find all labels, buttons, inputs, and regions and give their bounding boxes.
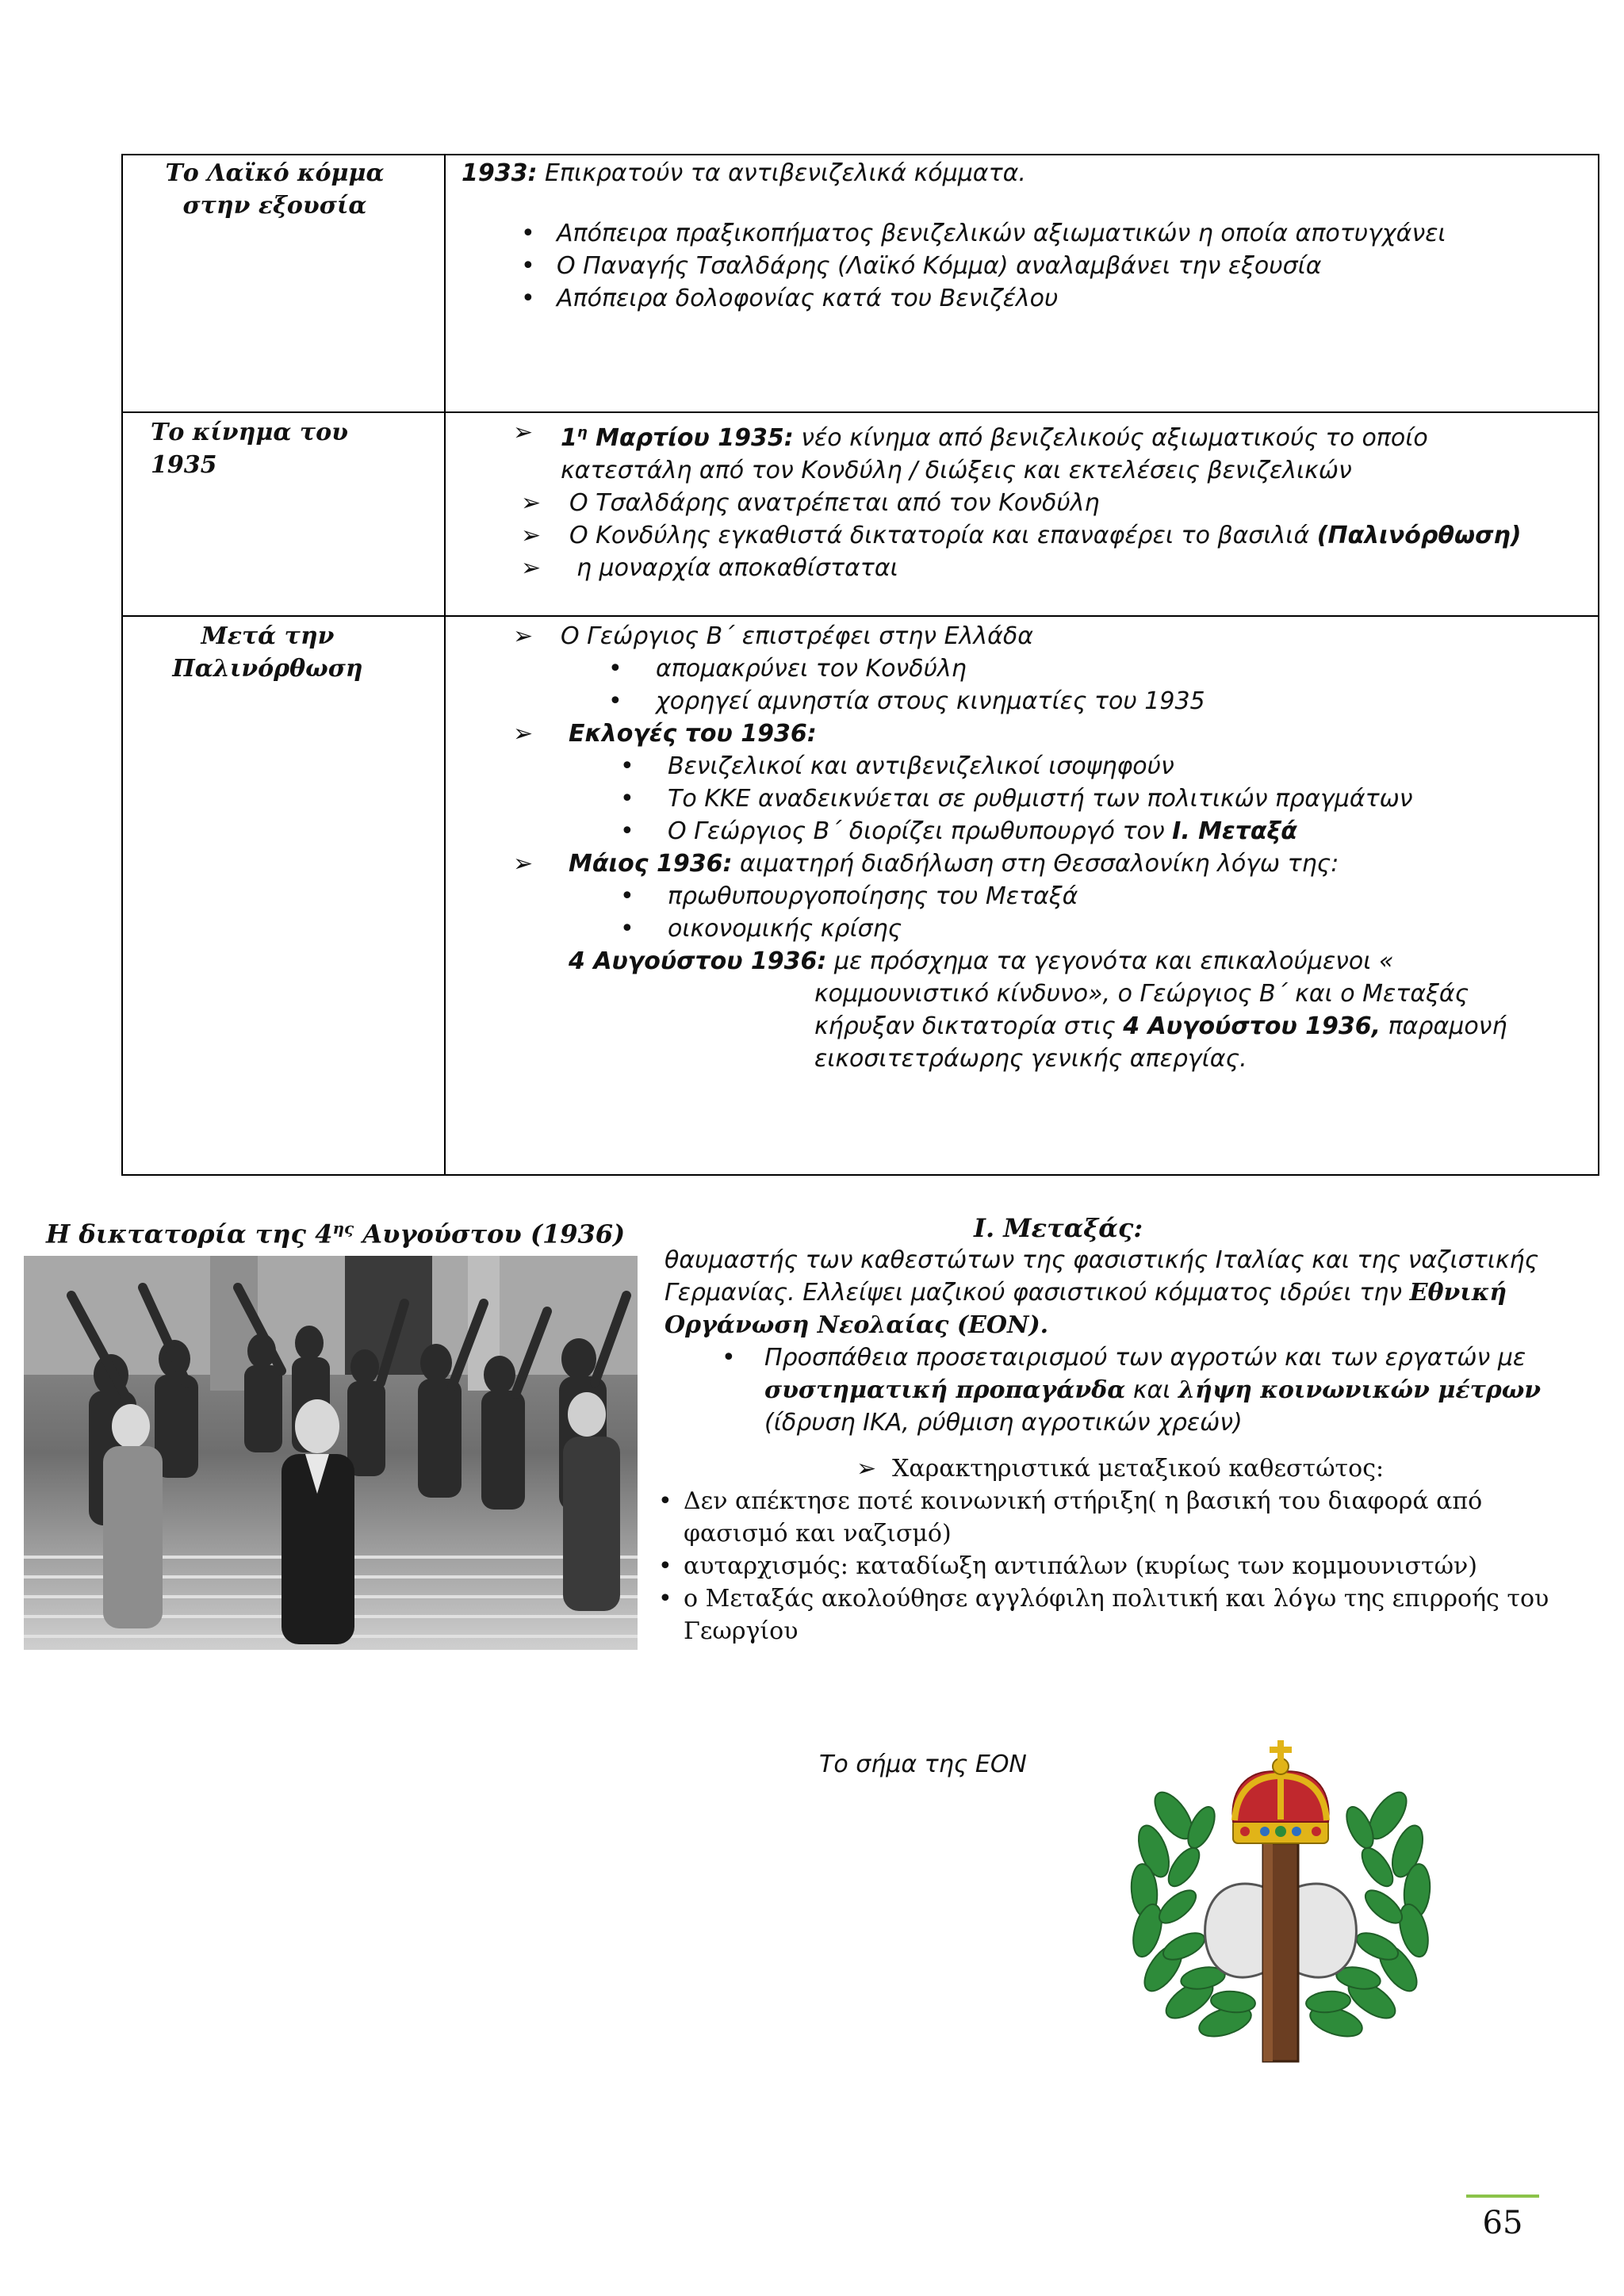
bullet-icon: •: [608, 687, 622, 715]
august-text: παραμονή: [1381, 1012, 1507, 1040]
features-list: [658, 1485, 1602, 1647]
title-text: Αυγούστου (1936): [354, 1219, 626, 1249]
feature-text: Γεωργίου: [684, 1617, 799, 1645]
may-heading: Μάιος 1936:: [569, 850, 733, 878]
bullet-text: Ο Γεώργιος Β΄ διορίζει πρωθυπουργό τον: [668, 817, 1173, 845]
bullet-text: χορηγεί αμνηστία στους κινηματίες του 1935: [656, 687, 1205, 715]
arrow-item: [446, 718, 1598, 750]
bullet-icon: •: [722, 1344, 736, 1372]
bullet-item: [446, 913, 1598, 945]
elections-heading: Εκλογές του 1936:: [569, 720, 817, 748]
bullet-item: [462, 282, 1598, 315]
bullet-icon: •: [608, 655, 622, 683]
row-label-line: Παλινόρθωση: [172, 655, 363, 683]
bullet-icon: •: [620, 752, 634, 780]
text-span: Γερμανίας. Ελλείψει μαζικού φασιστικού κόμματος ιδρύει την: [665, 1279, 1410, 1307]
feature-text: Δεν απέκτησε ποτέ κοινωνική στήριξη( η βασική του διαφορά από: [684, 1487, 1483, 1515]
bullet-text: Προσπάθεια προσεταιρισμού των αγροτών και των εργατών με: [764, 1344, 1526, 1372]
bullet-icon: •: [658, 1585, 672, 1613]
bullet-item: [446, 880, 1598, 913]
eon-emblem-icon: [1114, 1697, 1447, 2077]
arrow-bullet-icon: ➢: [513, 720, 534, 748]
arrow-item: [446, 487, 1598, 519]
bullet-continuation: (ίδρυση ΙΚΑ, ρύθμιση αγροτικών χρεών): [764, 1409, 1243, 1437]
feature-item: [658, 1582, 1602, 1647]
dictatorship-title: [46, 1211, 625, 1251]
intro-text: Επικρατούν τα αντιβενιζελικά κόμματα.: [537, 159, 1026, 187]
arrow-item-text: Ο Τσαλδάρης ανατρέπεται από τον Κονδύλη: [569, 489, 1100, 517]
row-label-cell: [122, 155, 445, 412]
bullet-text: Απόπειρα δολοφονίας κατά του Βενιζέλου: [557, 285, 1059, 312]
arrow-item-text: Ο Κονδύλης εγκαθιστά δικτατορία και επαναφέρει το βασιλιά: [569, 522, 1317, 549]
bullet-text: απομακρύνει τον Κονδύλη: [656, 655, 967, 683]
title-superscript: ης: [332, 1219, 354, 1238]
history-table: [121, 154, 1599, 1176]
august-continuation: [446, 1010, 1598, 1043]
arrow-item: [446, 848, 1598, 880]
bullet-text: και: [1125, 1376, 1178, 1404]
arrow-bullet-icon: ➢: [521, 554, 542, 582]
bullet-text: Βενιζελικοί και αντιβενιζελικοί ισοψηφούν: [668, 752, 1174, 780]
bullet-item: [462, 217, 1598, 250]
eon-caption: Το σήμα της ΕΟΝ: [819, 1751, 1027, 1778]
historical-photo: [24, 1256, 638, 1650]
arrow-item-text: Ο Γεώργιος Β΄ επιστρέφει στην Ελλάδα: [561, 622, 1033, 650]
arrow-bullet-icon: ➢: [521, 489, 542, 517]
table-row: [122, 616, 1599, 1175]
row-label-cell: [122, 412, 445, 616]
row-label-line: Το Λαϊκό κόμμα: [165, 159, 385, 187]
arrow-item-text: η μοναρχία αποκαθίσταται: [576, 554, 898, 582]
table-row: [122, 412, 1599, 616]
title-text: Η δικτατορία της 4: [46, 1219, 333, 1249]
bullet-icon: •: [620, 882, 634, 910]
year-label: 1933:: [462, 159, 538, 187]
bullet-text: Το ΚΚΕ αναδεικνύεται σε ρυθμιστή των πολιτικών πραγμάτων: [668, 785, 1413, 813]
row-label-line: Το κίνημα του: [151, 419, 348, 446]
social-measures-term: λήψη κοινωνικών μέτρων: [1178, 1376, 1542, 1404]
arrow-bullet-icon: ➢: [513, 622, 534, 650]
propaganda-term: συστηματική προπαγάνδα: [764, 1376, 1126, 1404]
august-text: κήρυξαν δικτατορία στις: [814, 1012, 1124, 1040]
feature-text: ο Μεταξάς ακολούθησε αγγλόφιλη πολιτική και λόγω της επιρροής του: [684, 1585, 1549, 1613]
bullet-item: [446, 815, 1598, 848]
arrow-bullet-icon: ➢: [856, 1455, 877, 1483]
bullet-item: [462, 250, 1598, 282]
august-line: [446, 945, 1598, 978]
bullet-icon: •: [521, 252, 535, 280]
bullet-continuation: [665, 1374, 1600, 1406]
eon-full-name: Οργάνωση Νεολαίας (ΕΟΝ).: [665, 1311, 1049, 1339]
bullet-text: Ο Παναγής Τσαλδάρης (Λαϊκό Κόμμα) αναλαμβάνει την εξουσία: [557, 252, 1322, 280]
features-heading: [856, 1452, 1385, 1485]
bullet-item: [446, 685, 1598, 718]
bullet-icon: •: [620, 785, 634, 813]
august-continuation: κομμουνιστικό κίνδυνο», ο Γεώργιος Β΄ και ο Μεταξάς: [814, 980, 1469, 1008]
bullet-item: [446, 750, 1598, 783]
august-date: 4 Αυγούστου 1936,: [1123, 1012, 1381, 1040]
bullet-icon: •: [521, 285, 535, 312]
intro-line: [462, 157, 1598, 189]
date-label: $1^\eta$ Μαρτίου 1935:: [561, 424, 794, 452]
arrow-item-continuation: κατεστάλη από τον Κονδύλη / διώξεις και εκτελέσεις βενιζελικών: [561, 457, 1352, 484]
arrow-item: [446, 519, 1598, 552]
table-row: [122, 155, 1599, 412]
row-label-line: 1935: [151, 451, 217, 479]
august-continuation: εικοσιτετράωρης γενικής απεργίας.: [814, 1045, 1247, 1073]
row-content-cell: [445, 412, 1599, 616]
arrow-item: [446, 416, 1598, 454]
text-line: θαυμαστής των καθεστώτων της φασιστικής Ιταλίας και της ναζιστικής: [665, 1246, 1539, 1274]
bullet-text: οικονομικής κρίσης: [668, 915, 902, 943]
metaxas-name: Ι. Μεταξά: [1172, 817, 1297, 845]
august-heading: 4 Αυγούστου 1936:: [569, 947, 827, 975]
feature-text: φασισμό και ναζισμό): [684, 1520, 952, 1548]
bullet-text: πρωθυπουργοποίησης του Μεταξά: [668, 882, 1078, 910]
metaxas-heading: Ι. Μεταξάς:: [974, 1213, 1143, 1243]
bullet-item: [446, 783, 1598, 815]
text-line: [665, 1276, 1600, 1309]
page-number-rule: [1466, 2195, 1539, 2198]
bullet-icon: •: [620, 817, 634, 845]
row-content-cell: [445, 616, 1599, 1175]
metaxas-description: [665, 1244, 1600, 1439]
arrow-bullet-icon: ➢: [513, 850, 534, 878]
eon-name: Εθνική: [1409, 1279, 1507, 1307]
bullet-item: [665, 1341, 1600, 1374]
arrow-item-text: αιματηρή διαδήλωση στη Θεσσαλονίκη λόγω της:: [732, 850, 1339, 878]
august-text: με πρόσχημα τα γεγονότα και επικαλούμενοι «: [826, 947, 1394, 975]
row-content-cell: [445, 155, 1599, 412]
bullet-icon: •: [658, 1552, 672, 1580]
row-label-cell: [122, 616, 445, 1175]
row-label-line: στην εξουσία: [182, 192, 367, 220]
arrow-item-text: νέο κίνημα από βενιζελικούς αξιωματικούς το οποίο: [793, 424, 1428, 452]
bullet-icon: •: [521, 220, 535, 247]
feature-text: αυταρχισμός: καταδίωξη αντιπάλων (κυρίως των κομμουνιστών): [684, 1552, 1477, 1580]
bullet-icon: •: [620, 915, 634, 943]
feature-item: [658, 1485, 1602, 1550]
bullet-item: [446, 652, 1598, 685]
bullet-text: Απόπειρα πραξικοπήματος βενιζελικών αξιωματικών η οποία αποτυγχάνει: [557, 220, 1446, 247]
page-number: 65: [1482, 2205, 1523, 2241]
arrow-item: [446, 620, 1598, 652]
feature-item: [658, 1550, 1602, 1582]
bullet-icon: •: [658, 1487, 672, 1515]
arrow-item: [446, 552, 1598, 584]
row-label-line: Μετά την: [201, 622, 335, 650]
arrow-bullet-icon: ➢: [521, 522, 542, 549]
features-heading-text: Χαρακτηριστικά μεταξικού καθεστώτος:: [892, 1455, 1385, 1483]
arrow-bullet-icon: ➢: [513, 419, 534, 446]
restoration-term: (Παλινόρθωση): [1316, 522, 1522, 549]
